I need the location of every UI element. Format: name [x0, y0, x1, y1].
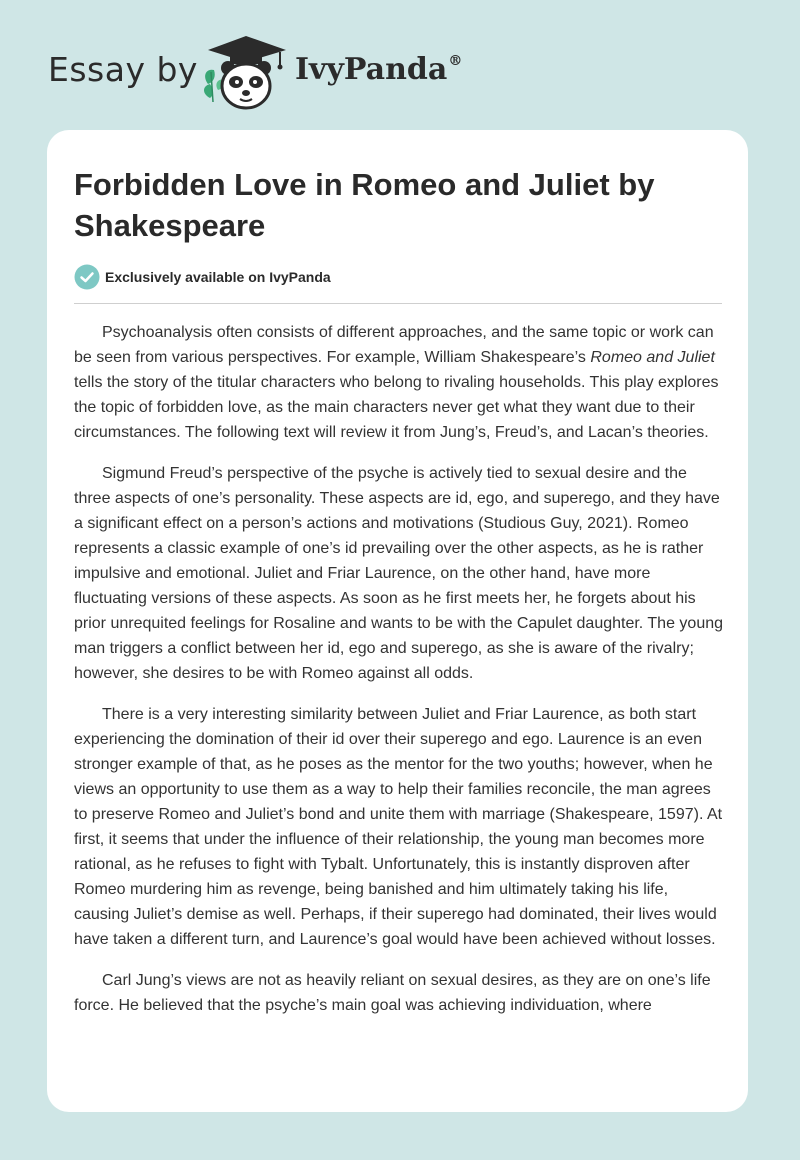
title-divider: [74, 303, 722, 304]
paragraph-1: [74, 320, 725, 445]
paragraph-1-text-b: tells the story of the titular characters who belong to rivaling households. This play explores the topic of forbidden love, as the main characters never get what they want due to their circumstances. The following text will review it from Jung’s, Freud’s, and Lacan’s theories.: [74, 374, 719, 441]
essay-card: [47, 130, 748, 1112]
work-title-emphasis: Romeo and Juliet: [590, 349, 715, 366]
check-circle-icon: [74, 264, 100, 290]
brand-name-text: IvyPanda: [295, 52, 448, 87]
brand-name[interactable]: [295, 52, 462, 87]
brand-prefix: Essay by: [48, 50, 198, 89]
paragraph-3: There is a very interesting similarity between Juliet and Friar Laurence, as both start experiencing the domination of their id over their superego and ego. Laurence is an even stronger example of that, as he poses as the mentor for the two youths; however, when he views an opportunity to use them as a way to help their families reconcile, the man agrees to preserve Romeo and Juliet’s bond and unite them with marriage (Shakespeare, 1597). At first, it seems that under the influence of their relationship, the young man becomes more rational, as he refuses to fight with Tybalt. Unfortunately, this is instantly disproven after Romeo murdering him as revenge, being banished and him ultimately taking his life, causing Juliet’s demise as well. Perhaps, if their superego had dominated, their lives would have taken a different turn, and Laurence’s goal would have been achieved without losses.: [74, 706, 723, 948]
paragraph-2: Sigmund Freud’s perspective of the psyche is actively tied to sexual desire and the three aspects of one’s personality. These aspects are id, ego, and superego, and they have a significant effect on a person’s actions and motivations (Studious Guy, 2021). Romeo represents a classic example of one’s id prevailing over the other aspects, as he is rather impulsive and emotional. Juliet and Friar Laurence, on the other hand, have more fluctuating versions of these aspects. As soon as he first meets her, he forgets about his prior unrequited feelings for Rosaline and wants to be with the Capulet daughter. The young man triggers a conflict between her id, ego and superego, as she is aware of the rivalry; however, she desires to be with Romeo against all odds.: [74, 465, 724, 682]
paragraph-1-text-a: Psychoanalysis often consists of different approaches, and the same topic or work can be seen from various perspectives. For example, William Shakespeare’s: [74, 324, 714, 366]
page-title: Forbidden Love in Romeo and Juliet by Shakespeare: [74, 167, 655, 243]
exclusive-badge-text: Exclusively available on IvyPanda: [105, 269, 331, 285]
registered-mark: ®: [448, 53, 463, 69]
paragraph-4: Carl Jung’s views are not as heavily reliant on sexual desires, as they are on one’s life force. He believed that the psyche’s main goal was achieving individuation, where: [74, 972, 711, 1014]
essay-body: [74, 320, 725, 1034]
exclusive-badge: [74, 263, 331, 291]
site-header: [0, 0, 800, 130]
panda-graduate-logo-icon[interactable]: [200, 32, 292, 112]
